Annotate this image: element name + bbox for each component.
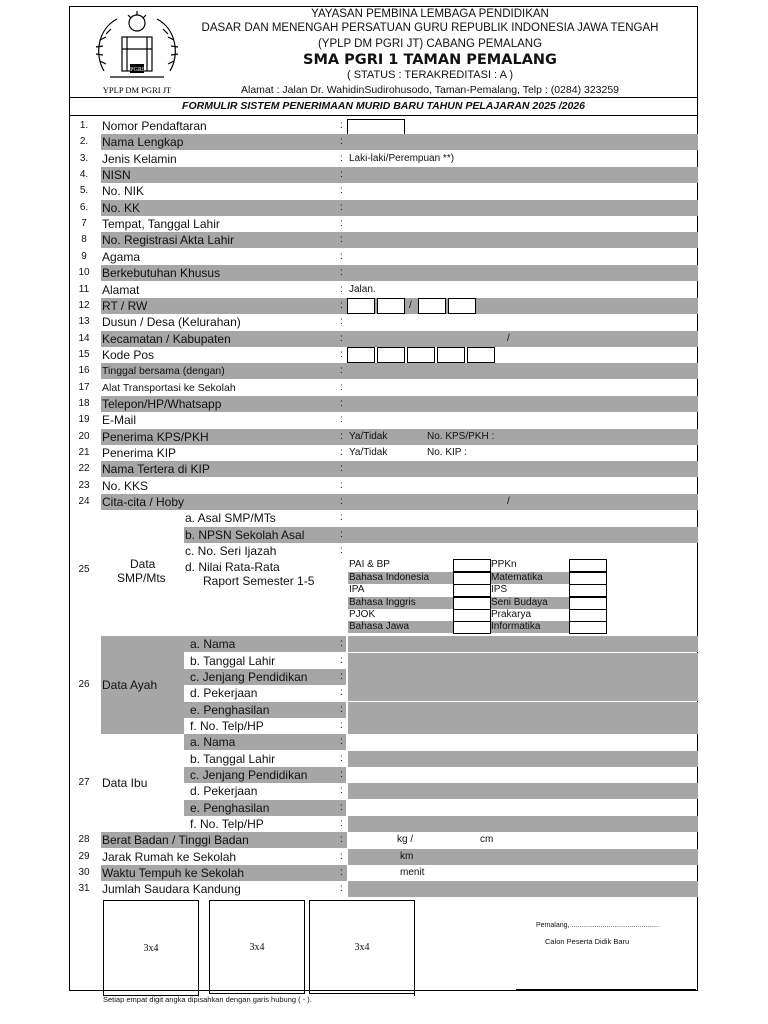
- form-row: [70, 200, 699, 216]
- row-number: 20: [78, 430, 90, 442]
- row-number: 23: [78, 479, 90, 491]
- colon: :: [340, 687, 343, 699]
- form-row: [70, 412, 699, 428]
- ibu-item: f. No. Telp/HP: [190, 817, 264, 832]
- colon: :: [340, 250, 343, 262]
- form-row: [70, 331, 699, 347]
- form-page: [69, 6, 698, 991]
- form-row: [70, 314, 699, 330]
- form-row: [70, 216, 699, 232]
- colon: :: [340, 365, 343, 377]
- colon: :: [340, 670, 343, 682]
- colon: :: [340, 834, 343, 846]
- field-label: E-Mail: [102, 413, 137, 428]
- field-label: Nama Lengkap: [102, 135, 184, 150]
- colon: :: [340, 430, 343, 442]
- form-title: FORMULIR SISTEM PENERIMAAN MURID BARU TAHUN PELAJARAN 2025 /2026: [70, 98, 697, 116]
- form-row: [70, 396, 699, 412]
- rt-rw-separator: /: [409, 299, 412, 311]
- row-number: 1.: [79, 120, 89, 131]
- logo-inner-text: PGRI: [130, 67, 144, 73]
- colon: :: [340, 463, 343, 475]
- row-shading: [101, 167, 698, 183]
- smp-label-2: SMP/Mts: [117, 571, 166, 586]
- ayah-item: d. Pekerjaan: [190, 686, 258, 701]
- value-shading: [348, 636, 698, 652]
- row-number: 7: [81, 218, 87, 230]
- row-shading: [101, 200, 698, 216]
- postal-code-box[interactable]: [467, 347, 495, 363]
- ayah-label: Data Ayah: [102, 678, 158, 693]
- colon: :: [340, 818, 343, 830]
- field-label: Waktu Tempuh ke Sekolah: [102, 866, 245, 881]
- nilai-subject-left: Bahasa Indonesia: [349, 571, 430, 583]
- value-shading: [348, 702, 698, 718]
- colon: :: [340, 496, 343, 508]
- form-row: [70, 249, 699, 265]
- colon: :: [340, 348, 343, 360]
- photo-box[interactable]: 3x4: [209, 900, 305, 994]
- form-row: [70, 494, 699, 510]
- row-number: 26: [78, 679, 90, 691]
- label-shading: [101, 653, 184, 670]
- field-separator: /: [507, 496, 510, 508]
- colon: :: [340, 703, 343, 715]
- field-label: Tempat, Tanggal Lahir: [102, 217, 220, 232]
- nilai-box-left[interactable]: [453, 559, 491, 572]
- colon: :: [340, 752, 343, 764]
- colon: :: [340, 545, 343, 557]
- field-label: Penerima KPS/PKH: [102, 429, 209, 444]
- colon: :: [340, 267, 343, 279]
- branch-name: (YPLP DM PGRI JT) CABANG PEMALANG: [317, 38, 543, 50]
- row-number: 19: [78, 414, 90, 426]
- postal-code-box[interactable]: [347, 347, 375, 363]
- ibu-item: e. Penghasilan: [190, 800, 270, 815]
- field-label: Jumlah Saudara Kandung: [102, 882, 241, 897]
- colon: :: [340, 152, 343, 164]
- field-label: Alat Transportasi ke Sekolah: [102, 381, 236, 394]
- field-label: NISN: [102, 168, 131, 183]
- nilai-box-right[interactable]: [569, 559, 607, 572]
- photo-box[interactable]: 3x4: [103, 900, 199, 996]
- field-label: Berkebutuhan Khusus: [102, 266, 221, 281]
- row-number: 6.: [79, 201, 89, 213]
- smp-item: d. Nilai Rata-Rata: [185, 560, 280, 575]
- ayah-item: e. Penghasilan: [190, 702, 270, 717]
- logo-text: YPLP DM PGRI JT: [102, 85, 172, 95]
- signature-place: Pemalang, .............................................: [536, 921, 659, 929]
- colon: :: [340, 785, 343, 797]
- colon: :: [340, 381, 343, 393]
- nilai-subject-right: Matematika: [491, 571, 543, 583]
- row-shading: [101, 134, 698, 150]
- form-row: [70, 118, 699, 134]
- colon: :: [340, 736, 343, 748]
- colon: :: [340, 299, 343, 311]
- row-number: 11: [78, 283, 90, 295]
- form-row: [70, 380, 699, 396]
- label-shading: [101, 636, 184, 653]
- form-row: [70, 183, 699, 199]
- row-number: 22: [78, 463, 90, 475]
- form-row: [70, 167, 699, 183]
- field-value: km: [400, 850, 414, 862]
- form-row: [70, 865, 699, 881]
- colon: :: [340, 768, 343, 780]
- field-label: Jenis Kelamin: [102, 151, 177, 166]
- pgri-logo-icon: [92, 9, 182, 97]
- field-value: Ya/Tidak: [349, 447, 388, 458]
- ayah-block: [70, 636, 699, 734]
- ibu-item: a. Nama: [190, 735, 236, 750]
- colon: :: [340, 136, 343, 148]
- accreditation-status: ( STATUS : TERAKREDITASI : A ): [346, 69, 514, 81]
- smp-item: b. NPSN Sekolah Asal: [185, 527, 305, 542]
- field-label: Nomor Pendaftaran: [102, 119, 207, 133]
- field-value: Ya/Tidak: [349, 430, 388, 442]
- smp-raport: Raport Semester 1-5: [203, 573, 315, 588]
- colon: :: [340, 512, 343, 524]
- row-number: 4.: [79, 169, 89, 181]
- colon: :: [340, 801, 343, 813]
- nilai-subject-right: IPS: [491, 584, 508, 596]
- colon: :: [340, 447, 343, 458]
- photo-box[interactable]: 3x4: [309, 900, 415, 994]
- colon: :: [340, 850, 343, 862]
- value-shading: [348, 816, 698, 832]
- field-extra: No. KIP :: [427, 447, 467, 458]
- letterhead: [70, 7, 697, 98]
- row-number: 27: [78, 777, 90, 789]
- registration-number-box[interactable]: [347, 119, 405, 135]
- foundation-name: YAYASAN PEMBINA LEMBAGA PENDIDIKAN: [311, 8, 549, 20]
- colon: :: [340, 120, 343, 131]
- form-row: [70, 282, 699, 298]
- form-row: [70, 232, 699, 248]
- form-row: [70, 461, 699, 477]
- row-number: 5.: [79, 185, 89, 197]
- signature-role: Calon Peserta Didik Baru: [545, 936, 630, 946]
- postal-code-box[interactable]: [377, 347, 405, 363]
- row-number: 3.: [79, 152, 89, 164]
- rw-box-1[interactable]: [418, 298, 446, 314]
- field-label: Kode Pos: [102, 347, 155, 362]
- field-label: Penerima KIP: [102, 446, 177, 460]
- rt-box-1[interactable]: [347, 298, 375, 314]
- nilai-subject-left: Bahasa Inggris: [349, 596, 416, 608]
- row-number: 12: [78, 299, 90, 311]
- field-label: Kecamatan / Kabupaten: [102, 331, 231, 346]
- nilai-subject-right: PPKn: [491, 559, 517, 571]
- form-row: [70, 363, 699, 379]
- field-label: Berat Badan / Tinggi Badan: [102, 833, 249, 848]
- row-number: 8: [81, 234, 87, 246]
- form-row: [70, 298, 699, 314]
- colon: :: [340, 234, 343, 246]
- form-row: [70, 832, 699, 848]
- row-number: 9: [81, 250, 87, 262]
- colon: :: [340, 867, 343, 879]
- colon: :: [340, 218, 343, 230]
- ibu-block: [70, 734, 699, 832]
- nilai-box-left[interactable]: [453, 572, 491, 585]
- colon: :: [340, 883, 343, 895]
- row-number: 28: [78, 834, 90, 846]
- colon: :: [340, 316, 343, 328]
- row-number: 18: [78, 397, 90, 409]
- field-label: No. KK: [102, 200, 141, 215]
- ibu-label: Data Ibu: [102, 776, 148, 791]
- smp-block: [70, 510, 699, 632]
- field-separator: /: [507, 332, 510, 344]
- smp-item: a. Asal SMP/MTs: [185, 511, 276, 526]
- colon: :: [340, 654, 343, 666]
- row-number: 30: [78, 867, 90, 879]
- colon: :: [340, 283, 343, 295]
- row-number: 24: [78, 496, 90, 508]
- field-label: No. KKS: [102, 478, 149, 493]
- nilai-box-right[interactable]: [569, 621, 607, 634]
- form-row: [70, 347, 699, 363]
- nilai-box-left[interactable]: [453, 597, 491, 610]
- nilai-box-left[interactable]: [453, 609, 491, 622]
- row-number: 21: [78, 447, 90, 458]
- row-number: 15: [78, 348, 90, 360]
- field-label: Tinggal bersama (dengan): [102, 365, 225, 378]
- ayah-item: b. Tanggal Lahir: [190, 653, 276, 668]
- colon: :: [340, 414, 343, 426]
- nilai-box-right[interactable]: [569, 609, 607, 622]
- row-number: 13: [78, 316, 90, 328]
- ibu-item: d. Pekerjaan: [190, 784, 258, 799]
- form-row: [70, 429, 699, 445]
- smp-item: c. No. Seri Ijazah: [185, 544, 277, 559]
- colon: :: [340, 185, 343, 197]
- nilai-box-left[interactable]: [453, 621, 491, 634]
- form-row: [70, 881, 699, 897]
- nilai-subject-left: PJOK: [349, 608, 376, 620]
- postal-code-box[interactable]: [407, 347, 435, 363]
- colon: :: [340, 201, 343, 213]
- colon: :: [340, 479, 343, 491]
- colon: :: [340, 169, 343, 181]
- nilai-box-right[interactable]: [569, 572, 607, 585]
- field-label: Dusun / Desa (Kelurahan): [102, 315, 241, 330]
- form-row: [70, 134, 699, 150]
- nilai-box-right[interactable]: [569, 597, 607, 610]
- field-value: Jalan.: [349, 283, 376, 295]
- field-label: Agama: [102, 249, 141, 264]
- value-shading: [348, 718, 698, 734]
- nilai-subject-right: Prakarya: [491, 608, 532, 620]
- nilai-box-right[interactable]: [569, 584, 607, 597]
- school-name: SMA PGRI 1 TAMAN PEMALANG: [303, 52, 557, 68]
- field-value: menit: [400, 867, 425, 879]
- field-label: Nama Tertera di KIP: [102, 462, 210, 477]
- row-number: 17: [78, 381, 90, 393]
- form-row: [70, 849, 699, 865]
- field-label: No. NIK: [102, 184, 145, 199]
- field-value: Laki-laki/Perempuan **): [349, 152, 455, 164]
- row-number: 29: [78, 850, 90, 862]
- value-shading: [348, 653, 698, 669]
- field-extra: No. KPS/PKH :: [427, 430, 495, 442]
- nilai-subject-left: PAI & BP: [349, 559, 390, 571]
- form-row: [70, 478, 699, 494]
- row-number: 25: [78, 564, 90, 576]
- colon: :: [340, 397, 343, 409]
- field-label: Cita-cita / Hoby: [102, 495, 185, 510]
- nilai-box-left[interactable]: [453, 584, 491, 597]
- ibu-item: b. Tanggal Lahir: [190, 751, 276, 766]
- foundation-subtitle: DASAR DAN MENENGAH PERSATUAN GURU REPUBLIK INDONESIA JAWA TENGAH: [201, 22, 659, 34]
- value-shading: [348, 751, 698, 767]
- colon: :: [340, 332, 343, 344]
- ayah-item: f. No. Telp/HP: [190, 718, 264, 733]
- row-number: 31: [78, 883, 90, 895]
- row-shading: [101, 494, 698, 510]
- colon: :: [340, 528, 343, 540]
- form-row: [70, 445, 699, 461]
- field-label: No. Registrasi Akta Lahir: [102, 233, 235, 248]
- colon: :: [340, 719, 343, 731]
- label-shading: [101, 718, 184, 735]
- nilai-subject-right: Seni Budaya: [491, 596, 548, 608]
- value-shading: [348, 685, 698, 701]
- nilai-subject-left: IPA: [349, 584, 365, 596]
- field-unit: cm: [480, 834, 494, 846]
- label-shading: [101, 702, 184, 719]
- value-shading: [348, 783, 698, 799]
- field-label: Jarak Rumah ke Sekolah: [102, 849, 237, 864]
- ibu-item: c. Jenjang Pendidikan: [190, 767, 308, 782]
- form-row: [70, 265, 699, 281]
- ayah-item: a. Nama: [190, 637, 236, 652]
- row-number: 14: [78, 332, 90, 344]
- row-number: 16: [78, 365, 90, 377]
- signature-frame: [414, 900, 699, 996]
- nilai-subject-left: Bahasa Jawa: [349, 621, 410, 633]
- field-label: Alamat: [102, 282, 140, 297]
- form-row: [70, 151, 699, 167]
- field-value: kg /: [397, 834, 414, 846]
- field-label: RT / RW: [102, 298, 148, 313]
- postal-code-box[interactable]: [437, 347, 465, 363]
- school-address: Alamat : Jalan Dr. WahidinSudirohusodo, Taman-Pemalang, Telp : (0284) 323259: [240, 84, 620, 96]
- colon: :: [340, 638, 343, 650]
- nilai-subject-right: Informatika: [491, 621, 541, 633]
- row-number: 2.: [79, 136, 89, 148]
- footnote: Setiap empat digit angka dipisahkan dengan garis hubung ( - ).: [103, 995, 312, 1004]
- field-label: Telepon/HP/Whatsapp: [102, 396, 222, 411]
- smp-label-1: Data: [130, 557, 156, 572]
- row-shading: [348, 881, 698, 897]
- ayah-item: c. Jenjang Pendidikan: [190, 669, 308, 684]
- row-number: 10: [78, 267, 90, 279]
- value-shading: [348, 669, 698, 685]
- rt-box-2[interactable]: [377, 298, 405, 314]
- rw-box-2[interactable]: [448, 298, 476, 314]
